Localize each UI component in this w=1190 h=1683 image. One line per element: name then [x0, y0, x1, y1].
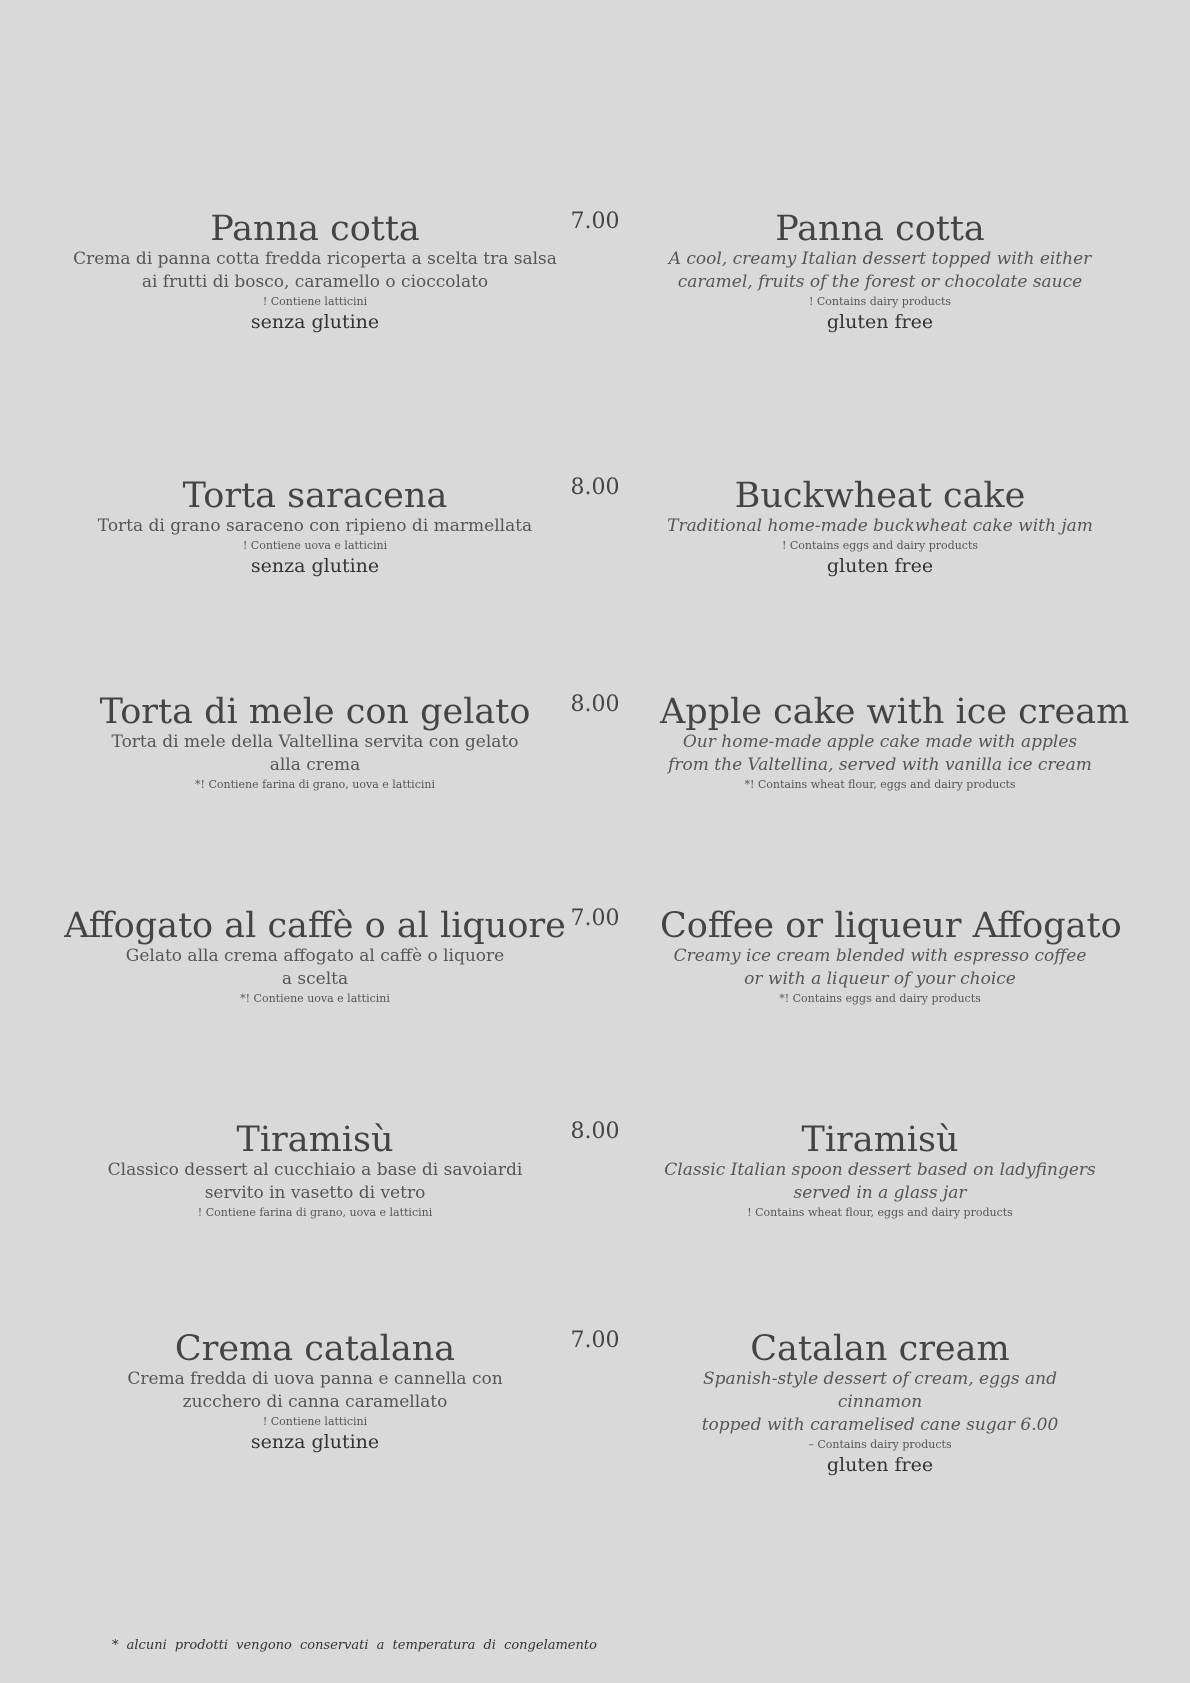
menu-item-it: [40, 1330, 590, 1454]
dish-description: Crema fredda di uova panna e cannella con: [127, 1369, 503, 1389]
dish-title: Panna cotta: [775, 209, 985, 249]
dish-description: Spanish-style dessert of cream, eggs and cinnamon: [703, 1369, 1057, 1412]
gluten-free-label: gluten free: [826, 1454, 934, 1476]
dish-description: Torta di grano saraceno con ripieno di marmellata: [97, 516, 533, 536]
allergen-note: *! Contiene uova e latticini: [240, 992, 390, 1005]
dish-description: Crema di panna cotta fredda ricoperta a scelta tra salsa: [73, 249, 557, 269]
dish-title: Coffee or liqueur Affogato: [660, 906, 1122, 946]
menu-item-en: [660, 906, 1122, 1006]
menu-item-en: [660, 692, 1130, 792]
dish-description: Traditional home-made buckwheat cake with jam: [667, 516, 1093, 536]
dish-title: Affogato al caffè o al liquore: [64, 906, 566, 946]
menu-item-it: [40, 1121, 590, 1220]
allergen-note: ! Contains wheat flour, eggs and dairy products: [747, 1206, 1013, 1219]
dish-description: caramel, fruits of the forest or chocolate sauce: [677, 272, 1083, 292]
dish-title: Crema catalana: [174, 1329, 456, 1369]
dish-description: Classic Italian spoon dessert based on ladyfingers: [664, 1160, 1096, 1180]
allergen-note: ! Contiene farina di grano, uova e latticini: [197, 1206, 433, 1219]
gluten-free-label: gluten free: [826, 555, 934, 577]
dish-title: Tiramisù: [801, 1120, 959, 1160]
allergen-note: ! Contains eggs and dairy products: [781, 539, 979, 552]
dish-description: or with a liqueur of your choice: [744, 969, 1016, 989]
dish-price: 7.00: [570, 1328, 620, 1353]
dish-description: Gelato alla crema affogato al caffè o liquore: [125, 946, 505, 966]
menu-item-en: [660, 1330, 1100, 1477]
dish-description: A cool, creamy Italian dessert topped with either: [668, 249, 1092, 269]
gluten-free-label: senza glutine: [250, 555, 380, 577]
allergen-note: ! Contains dairy products: [808, 295, 952, 308]
dish-description: Torta di mele della Valtellina servita con gelato: [111, 732, 519, 752]
menu-item-it: [40, 907, 590, 1006]
dish-description: served in a glass jar: [793, 1183, 967, 1203]
menu-item-it: [40, 210, 590, 334]
dish-title: Torta di mele con gelato: [99, 692, 531, 732]
dish-title: Panna cotta: [210, 209, 420, 249]
allergen-note: *! Contains wheat flour, eggs and dairy products: [744, 778, 1016, 791]
gluten-free-label: gluten free: [826, 311, 934, 333]
freezing-footnote: * alcuni prodotti vengono conservati a temperatura di congelamento: [112, 1638, 597, 1653]
allergen-note: – Contains dairy products: [808, 1438, 952, 1451]
dish-description: a scelta: [281, 969, 349, 989]
allergen-note: ! Contiene latticini: [262, 295, 368, 308]
menu-item-en: [660, 210, 1100, 334]
allergen-note: *! Contiene farina di grano, uova e latticini: [195, 778, 435, 791]
dish-description: from the Valtellina, served with vanilla ice cream: [668, 755, 1092, 775]
dish-description: servito in vasetto di vetro: [204, 1183, 426, 1203]
dish-price: 8.00: [570, 475, 620, 500]
dish-title: Torta saracena: [182, 476, 448, 516]
menu-item-it: [40, 693, 590, 792]
dish-description: Our home-made apple cake made with apples: [682, 732, 1078, 752]
allergen-note: *! Contains eggs and dairy products: [779, 992, 981, 1005]
dish-description: alla crema: [269, 755, 361, 775]
menu-item-it: [40, 477, 590, 578]
dish-description: Classico dessert al cucchiaio a base di savoiardi: [107, 1160, 523, 1180]
dish-description: Creamy ice cream blended with espresso coffee: [673, 946, 1087, 966]
dish-price: 7.00: [570, 209, 620, 234]
dish-title: Apple cake with ice cream: [660, 692, 1130, 732]
gluten-free-label: senza glutine: [250, 311, 380, 333]
allergen-note: ! Contiene uova e latticini: [242, 539, 388, 552]
dish-price: 7.00: [570, 906, 620, 931]
dish-description: zucchero di canna caramellato: [182, 1392, 448, 1412]
dish-title: Tiramisù: [236, 1120, 394, 1160]
gluten-free-label: senza glutine: [250, 1431, 380, 1453]
menu-item-en: [660, 477, 1100, 578]
dish-price: 8.00: [570, 692, 620, 717]
menu-item-en: [660, 1121, 1100, 1220]
dish-price: 8.00: [570, 1119, 620, 1144]
dish-title: Catalan cream: [750, 1329, 1010, 1369]
dish-description: topped with caramelised cane sugar 6.00: [701, 1415, 1059, 1435]
dish-title: Buckwheat cake: [734, 476, 1026, 516]
allergen-note: ! Contiene latticini: [262, 1415, 368, 1428]
dish-description: ai frutti di bosco, caramello o cioccolato: [141, 272, 489, 292]
